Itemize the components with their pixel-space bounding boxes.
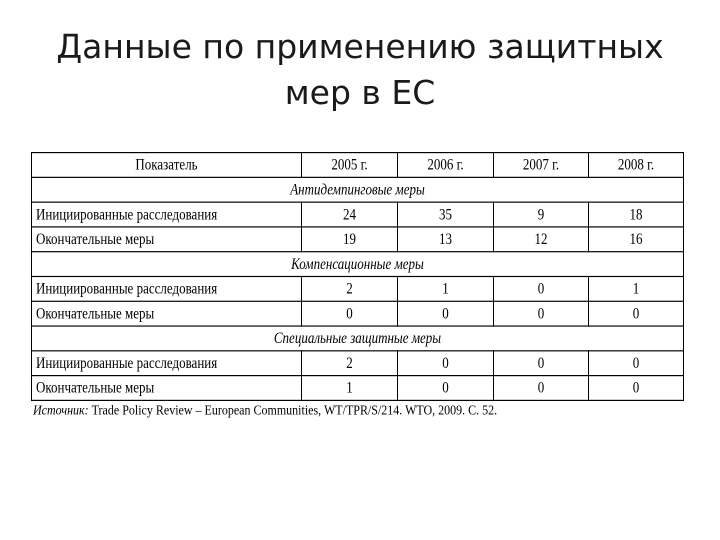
source-note [33,402,497,419]
value-cell: 35 [398,202,494,227]
section-row-safeguard [32,326,684,351]
section-title: Специальные защитные меры [32,326,684,351]
value-cell: 0 [494,351,589,376]
value-cell: 0 [398,301,494,326]
value-cell: 2 [302,276,398,301]
header-year-2007: 2007 г. [494,153,589,178]
value-cell: 1 [302,376,398,401]
value-cell: 1 [589,276,684,301]
table-row [32,376,684,401]
header-year-2008: 2008 г. [589,153,684,178]
value-cell: 24 [302,202,398,227]
value-cell: 2 [302,351,398,376]
section-row-antidumping [32,177,684,202]
table-row [32,351,684,376]
slide-title [40,24,680,116]
value-cell: 1 [398,276,494,301]
value-cell: 0 [494,301,589,326]
value-cell: 9 [494,202,589,227]
table-row [32,301,684,326]
indicator-cell: Окончательные меры [32,301,302,326]
section-title: Антидемпинговые меры [32,177,684,202]
value-cell: 18 [589,202,684,227]
slide-title-line-1: Данные по применению защитных [56,27,664,66]
safeguard-measures-table [31,152,684,401]
value-cell: 0 [494,376,589,401]
indicator-cell: Инициированные расследования [32,351,302,376]
table-header-row [32,153,684,178]
header-year-2005: 2005 г. [302,153,398,178]
source-label: Источник: [33,402,89,419]
indicator-cell: Инициированные расследования [32,202,302,227]
table-row [32,202,684,227]
source-text: Trade Policy Review – European Communities, WT/TPR/S/214. WTO, 2009. С. 52. [91,402,498,419]
slide-title-line-2: мер в ЕС [284,73,436,112]
indicator-cell: Окончательные меры [32,376,302,401]
value-cell: 0 [589,351,684,376]
table-row [32,276,684,301]
header-year-2006: 2006 г. [398,153,494,178]
indicator-cell: Инициированные расследования [32,276,302,301]
value-cell: 0 [589,301,684,326]
value-cell: 13 [398,227,494,252]
header-indicator: Показатель [32,153,302,178]
section-title: Компенсационные меры [32,252,684,277]
value-cell: 0 [398,376,494,401]
value-cell: 16 [589,227,684,252]
value-cell: 19 [302,227,398,252]
value-cell: 0 [398,351,494,376]
section-row-countervailing [32,252,684,277]
value-cell: 0 [302,301,398,326]
table-row [32,227,684,252]
value-cell: 0 [494,276,589,301]
value-cell: 12 [494,227,589,252]
value-cell: 0 [589,376,684,401]
indicator-cell: Окончательные меры [32,227,302,252]
